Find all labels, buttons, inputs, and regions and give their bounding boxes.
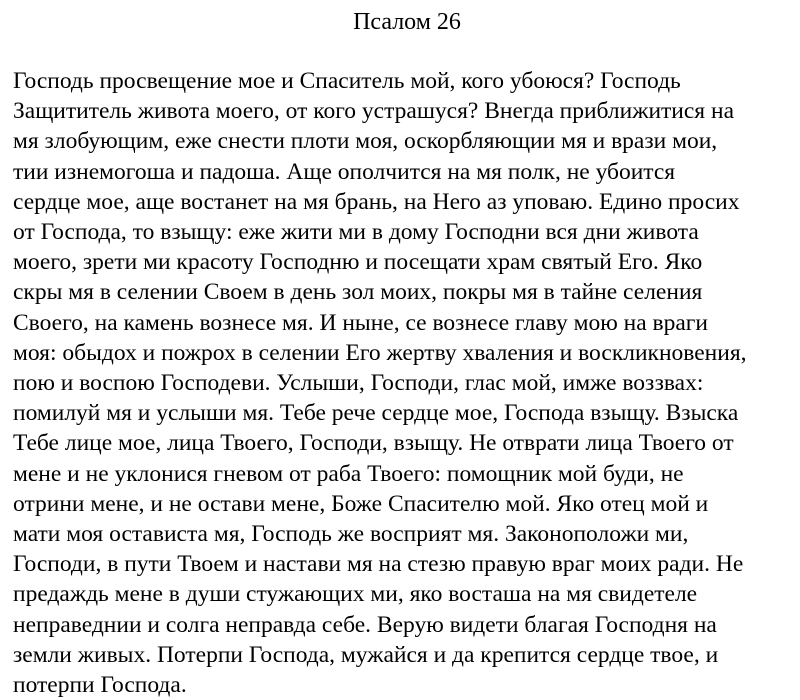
- text-line: Защититель живота моего, от кого устрашуся? Внегда приближитися на: [13, 98, 734, 125]
- text-line: Тебе лице мое, лица Твоего, Господи, взыщу. Не отврати лица Твоего от: [13, 430, 734, 457]
- text-line: помилуй мя и услыши мя. Тебе рече сердце мое, Господа взыщу. Взыска: [13, 400, 739, 427]
- text-line: сердце мое, аще востанет на мя брань, на Него аз уповаю. Едино просих: [13, 188, 740, 215]
- psalm-title: Псалом 26: [353, 9, 461, 35]
- text-line: неправеднии и солга неправда себе. Верую видети благая Господня на: [13, 611, 717, 638]
- text-line: отрини мене, и не остави мене, Боже Спасителю мой. Яко отец мой и: [13, 490, 709, 517]
- text-line: мене и не уклонися гневом от раба Твоего: помощник мой буди, не: [13, 460, 684, 487]
- text-line: Господи, в пути Твоем и настави мя на стезю правую враг моих ради. Не: [13, 551, 744, 578]
- psalm-text: [13, 66, 793, 700]
- text-line: мя злобующим, еже снести плоти моя, оскорбляющии мя и врази мои,: [13, 128, 718, 155]
- text-line: тии изнемогоша и падоша. Аще ополчится на мя полк, не убоится: [13, 158, 676, 185]
- text-line: пою и воспою Господеви. Услыши, Господи, глас мой, имже воззвах:: [13, 370, 704, 397]
- text-line: скры мя в селении Своем в день зол моих, покры мя в тайне селения: [13, 279, 703, 306]
- text-line: моего, зрети ми красоту Господню и посещати храм святый Его. Яко: [13, 249, 703, 276]
- text-line: потерпи Господа.: [13, 672, 187, 699]
- text-line: от Господа, то взыщу: еже жити ми в дому Господни вся дни живота: [13, 219, 699, 246]
- text-line: земли живых. Потерпи Господа, мужайся и да крепится сердце твое, и: [13, 641, 719, 668]
- text-line: мати моя остависта мя, Господь же восприят мя. Законоположи ми,: [13, 521, 689, 548]
- text-line: моя: обыдох и пожрох в селении Его жертву хваления и воскликновения,: [13, 339, 747, 366]
- text-line: предаждь мене в души стужающих ми, яко восташа на мя свидетеле: [13, 581, 698, 608]
- text-line: Господь просвещение мое и Спаситель мой, кого убоюся? Господь: [13, 68, 681, 94]
- text-line: Своего, на камень вознесе мя. И ныне, се вознесе главу мою на враги: [13, 309, 709, 336]
